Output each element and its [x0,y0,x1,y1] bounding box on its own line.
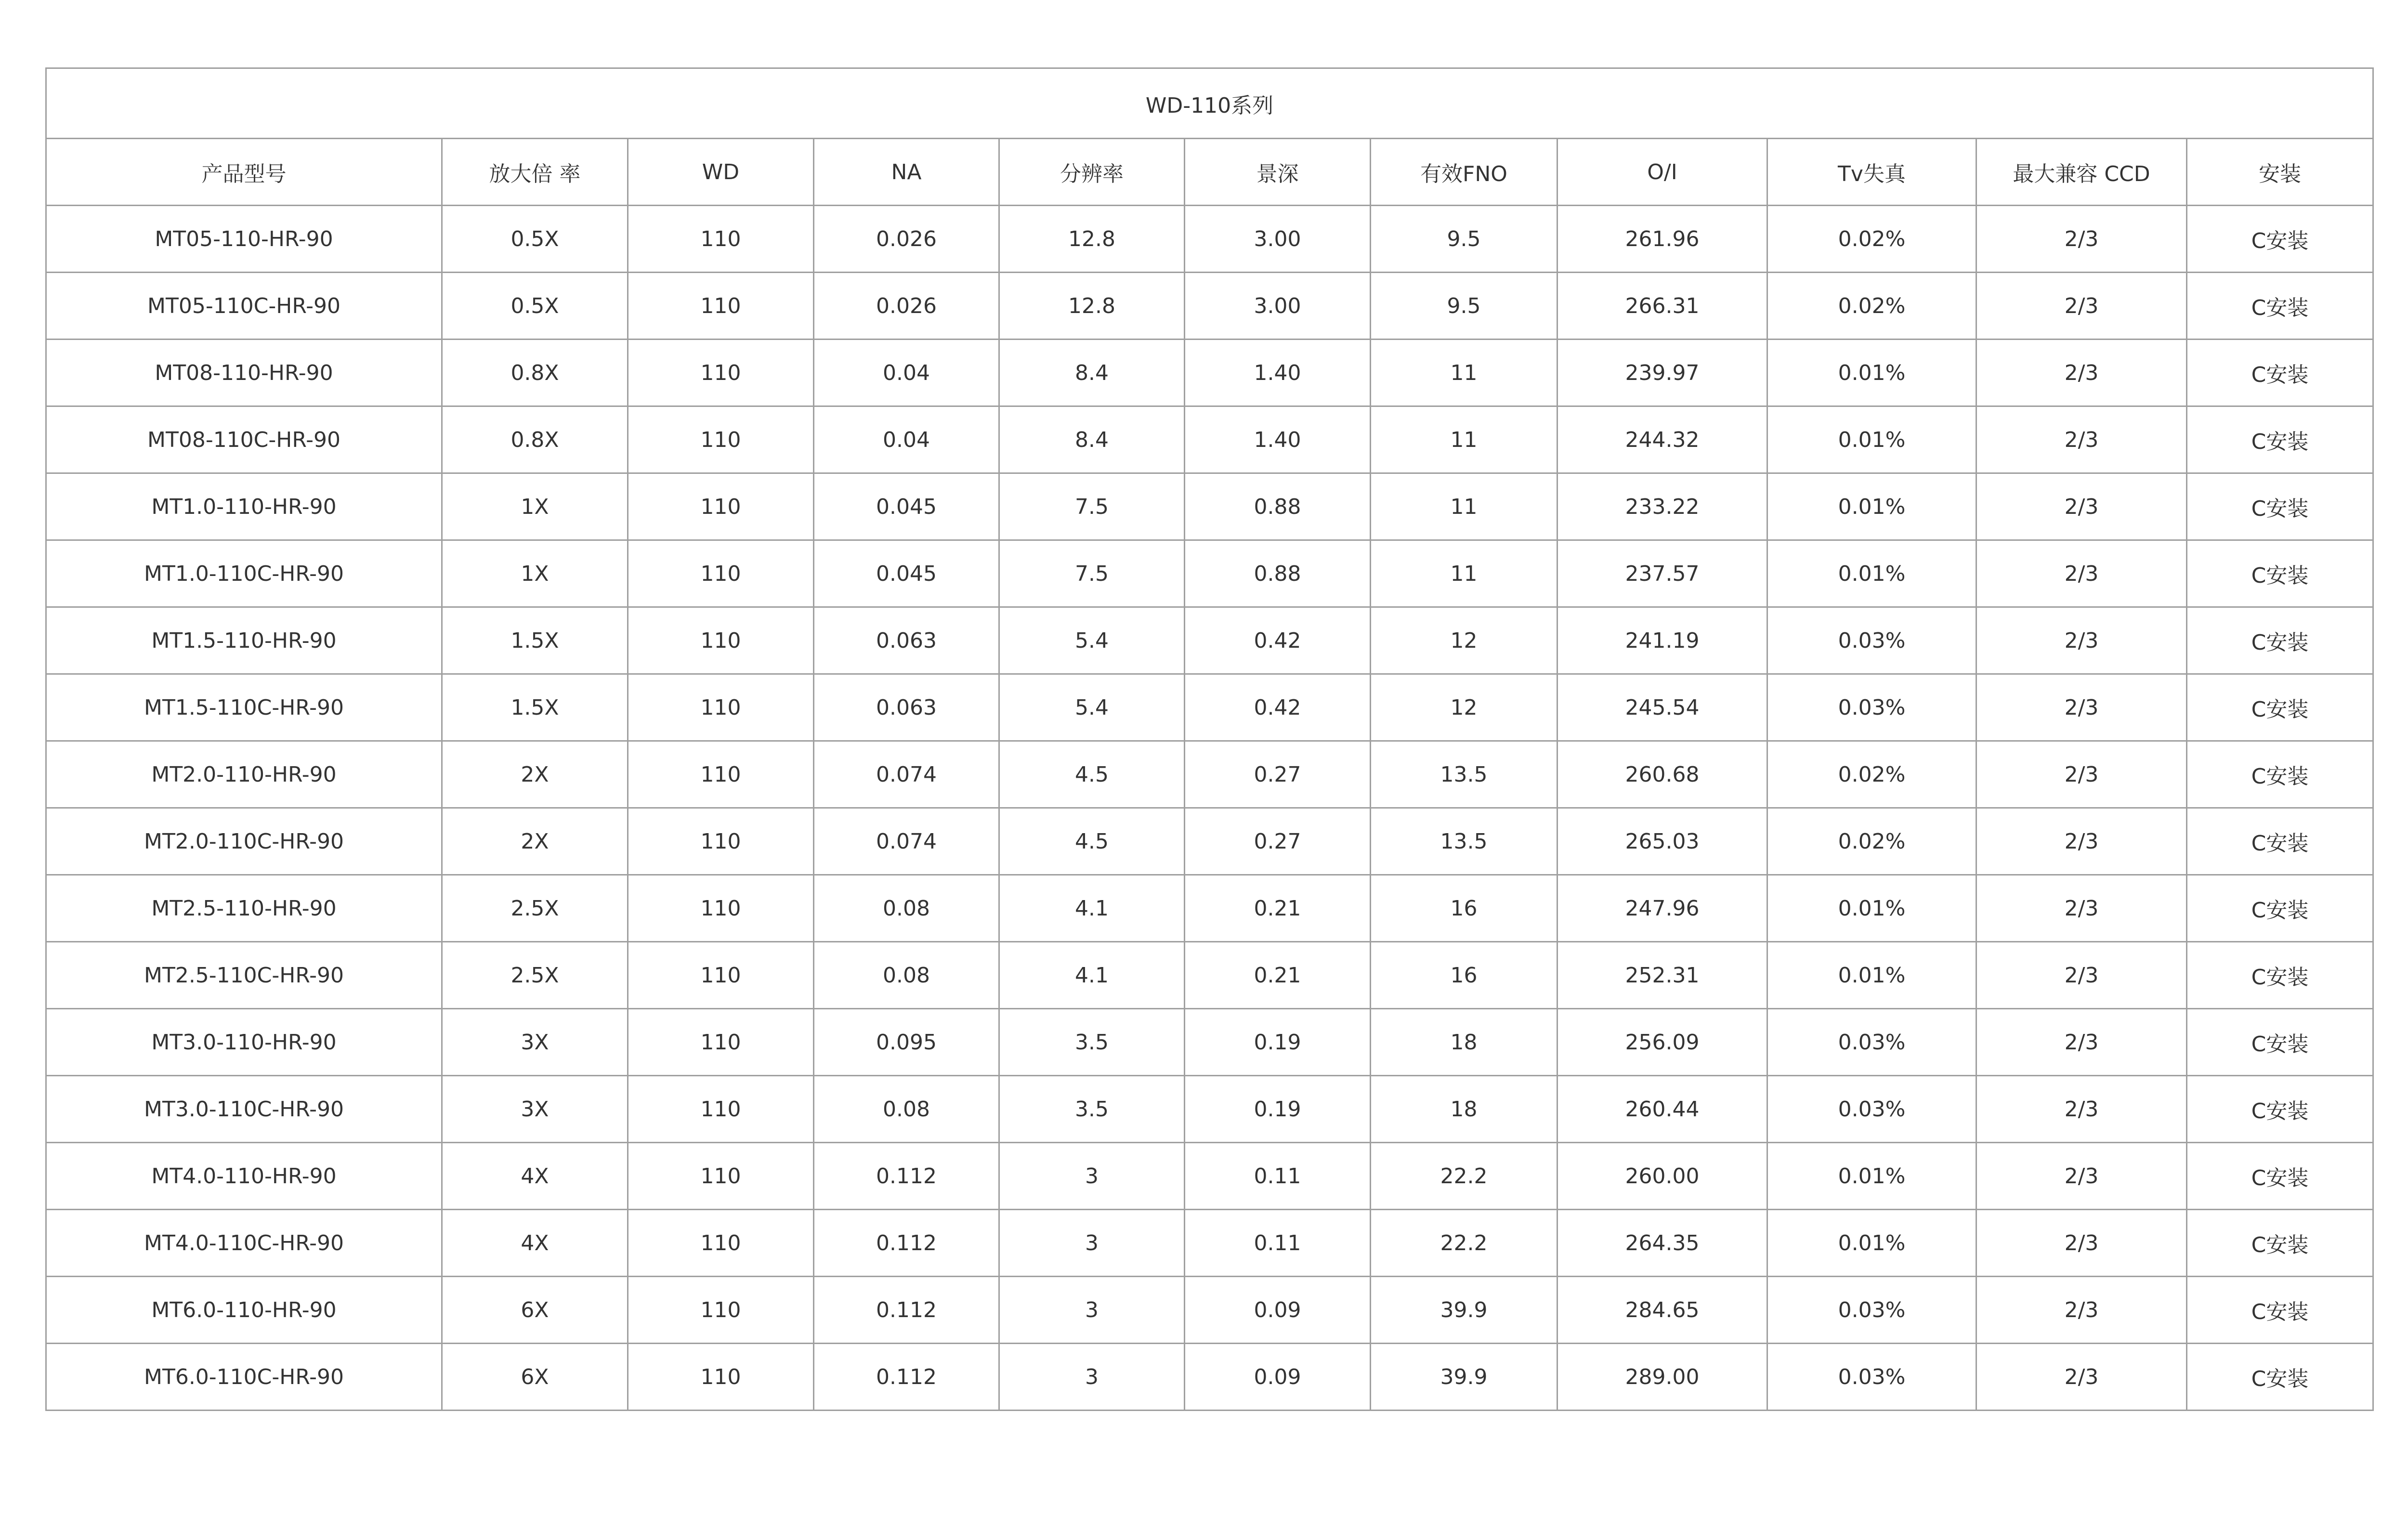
cell-magnification: 6X [442,1277,628,1344]
cell-effective-fno: 13.5 [1371,808,1557,875]
cell-oi: 245.54 [1557,674,1767,741]
cell-tv-distortion: 0.03% [1767,1344,1976,1411]
cell-resolution: 5.4 [999,674,1185,741]
cell-depth-of-field: 0.42 [1185,607,1371,674]
cell-depth-of-field: 3.00 [1185,273,1371,340]
cell-model: MT2.5-110-HR-90 [46,875,442,942]
cell-oi: 237.57 [1557,540,1767,607]
cell-magnification: 3X [442,1009,628,1076]
cell-oi: 284.65 [1557,1277,1767,1344]
cell-mount: C安装 [2187,808,2373,875]
cell-tv-distortion: 0.01% [1767,340,1976,406]
cell-magnification: 0.8X [442,406,628,473]
cell-max-ccd: 2/3 [1976,540,2187,607]
cell-max-ccd: 2/3 [1976,942,2187,1009]
cell-magnification: 2X [442,808,628,875]
cell-na: 0.026 [814,273,999,340]
cell-effective-fno: 11 [1371,473,1557,540]
cell-model: MT3.0-110-HR-90 [46,1009,442,1076]
cell-model: MT4.0-110C-HR-90 [46,1210,442,1277]
cell-model: MT2.5-110C-HR-90 [46,942,442,1009]
cell-resolution: 5.4 [999,607,1185,674]
cell-effective-fno: 22.2 [1371,1210,1557,1277]
cell-na: 0.112 [814,1277,999,1344]
cell-resolution: 3 [999,1210,1185,1277]
cell-oi: 256.09 [1557,1009,1767,1076]
cell-max-ccd: 2/3 [1976,1277,2187,1344]
cell-magnification: 2.5X [442,942,628,1009]
table-row [46,607,2373,674]
cell-resolution: 4.5 [999,741,1185,808]
cell-model: MT6.0-110-HR-90 [46,1277,442,1344]
cell-effective-fno: 12 [1371,607,1557,674]
cell-magnification: 0.8X [442,340,628,406]
cell-wd: 110 [628,406,814,473]
table-row [46,273,2373,340]
table-header-row [46,139,2373,206]
cell-na: 0.045 [814,540,999,607]
cell-mount: C安装 [2187,1344,2373,1411]
cell-wd: 110 [628,942,814,1009]
cell-resolution: 4.1 [999,875,1185,942]
table-title: WD-110系列 [46,68,2373,139]
cell-na: 0.08 [814,875,999,942]
cell-effective-fno: 11 [1371,540,1557,607]
cell-oi: 239.97 [1557,340,1767,406]
cell-model: MT1.5-110C-HR-90 [46,674,442,741]
cell-model: MT1.5-110-HR-90 [46,607,442,674]
cell-mount: C安装 [2187,1009,2373,1076]
cell-max-ccd: 2/3 [1976,473,2187,540]
cell-wd: 110 [628,741,814,808]
cell-wd: 110 [628,1009,814,1076]
table-row [46,674,2373,741]
table-row [46,340,2373,406]
cell-mount: C安装 [2187,1277,2373,1344]
cell-tv-distortion: 0.03% [1767,1009,1976,1076]
cell-model: MT08-110C-HR-90 [46,406,442,473]
cell-mount: C安装 [2187,607,2373,674]
cell-mount: C安装 [2187,1076,2373,1143]
cell-depth-of-field: 0.21 [1185,875,1371,942]
cell-wd: 110 [628,1210,814,1277]
cell-effective-fno: 11 [1371,340,1557,406]
cell-max-ccd: 2/3 [1976,607,2187,674]
cell-effective-fno: 12 [1371,674,1557,741]
cell-oi: 289.00 [1557,1344,1767,1411]
cell-effective-fno: 18 [1371,1076,1557,1143]
cell-resolution: 7.5 [999,473,1185,540]
cell-tv-distortion: 0.01% [1767,540,1976,607]
header-effective-fno: 有效FNO [1371,139,1557,206]
header-magnification: 放大倍 率 [442,139,628,206]
cell-max-ccd: 2/3 [1976,875,2187,942]
cell-oi: 260.44 [1557,1076,1767,1143]
cell-depth-of-field: 0.19 [1185,1009,1371,1076]
cell-oi: 241.19 [1557,607,1767,674]
cell-na: 0.08 [814,1076,999,1143]
cell-depth-of-field: 0.42 [1185,674,1371,741]
cell-resolution: 8.4 [999,406,1185,473]
table-row [46,808,2373,875]
cell-na: 0.112 [814,1344,999,1411]
cell-resolution: 4.5 [999,808,1185,875]
cell-magnification: 2X [442,741,628,808]
cell-na: 0.026 [814,206,999,273]
cell-tv-distortion: 0.01% [1767,1210,1976,1277]
cell-resolution: 7.5 [999,540,1185,607]
cell-tv-distortion: 0.03% [1767,1277,1976,1344]
cell-oi: 266.31 [1557,273,1767,340]
cell-na: 0.074 [814,741,999,808]
cell-wd: 110 [628,1277,814,1344]
cell-effective-fno: 16 [1371,942,1557,1009]
cell-depth-of-field: 0.27 [1185,741,1371,808]
cell-wd: 110 [628,1344,814,1411]
cell-resolution: 12.8 [999,206,1185,273]
cell-tv-distortion: 0.01% [1767,942,1976,1009]
cell-max-ccd: 2/3 [1976,1344,2187,1411]
table-row [46,206,2373,273]
cell-na: 0.095 [814,1009,999,1076]
table-row [46,473,2373,540]
cell-resolution: 3 [999,1344,1185,1411]
cell-magnification: 6X [442,1344,628,1411]
cell-max-ccd: 2/3 [1976,273,2187,340]
cell-tv-distortion: 0.03% [1767,1076,1976,1143]
cell-wd: 110 [628,340,814,406]
cell-depth-of-field: 0.11 [1185,1143,1371,1210]
cell-effective-fno: 9.5 [1371,206,1557,273]
header-max-ccd: 最大兼容 CCD [1976,139,2187,206]
table-row [46,540,2373,607]
cell-resolution: 12.8 [999,273,1185,340]
cell-tv-distortion: 0.01% [1767,1143,1976,1210]
cell-depth-of-field: 0.09 [1185,1277,1371,1344]
cell-tv-distortion: 0.02% [1767,808,1976,875]
cell-na: 0.063 [814,674,999,741]
cell-magnification: 1X [442,540,628,607]
cell-model: MT1.0-110C-HR-90 [46,540,442,607]
table-title-row [46,68,2373,139]
cell-model: MT1.0-110-HR-90 [46,473,442,540]
cell-magnification: 1X [442,473,628,540]
cell-model: MT4.0-110-HR-90 [46,1143,442,1210]
cell-mount: C安装 [2187,1210,2373,1277]
cell-wd: 110 [628,273,814,340]
cell-effective-fno: 39.9 [1371,1277,1557,1344]
cell-wd: 110 [628,875,814,942]
cell-model: MT3.0-110C-HR-90 [46,1076,442,1143]
table-row [46,875,2373,942]
cell-mount: C安装 [2187,942,2373,1009]
cell-resolution: 3.5 [999,1076,1185,1143]
cell-max-ccd: 2/3 [1976,1210,2187,1277]
cell-mount: C安装 [2187,406,2373,473]
cell-na: 0.04 [814,340,999,406]
cell-mount: C安装 [2187,340,2373,406]
cell-model: MT2.0-110C-HR-90 [46,808,442,875]
cell-resolution: 8.4 [999,340,1185,406]
cell-wd: 110 [628,540,814,607]
cell-oi: 252.31 [1557,942,1767,1009]
header-na: NA [814,139,999,206]
spec-table [45,67,2374,1411]
cell-mount: C安装 [2187,1143,2373,1210]
cell-tv-distortion: 0.01% [1767,473,1976,540]
cell-effective-fno: 11 [1371,406,1557,473]
header-model: 产品型号 [46,139,442,206]
cell-na: 0.08 [814,942,999,1009]
cell-resolution: 3 [999,1143,1185,1210]
cell-na: 0.112 [814,1210,999,1277]
cell-oi: 261.96 [1557,206,1767,273]
cell-na: 0.04 [814,406,999,473]
table-row [46,1076,2373,1143]
cell-mount: C安装 [2187,473,2373,540]
cell-max-ccd: 2/3 [1976,340,2187,406]
cell-magnification: 4X [442,1143,628,1210]
cell-wd: 110 [628,1076,814,1143]
cell-max-ccd: 2/3 [1976,1009,2187,1076]
header-wd: WD [628,139,814,206]
cell-model: MT05-110-HR-90 [46,206,442,273]
cell-mount: C安装 [2187,674,2373,741]
cell-magnification: 0.5X [442,206,628,273]
table-row [46,1143,2373,1210]
cell-magnification: 3X [442,1076,628,1143]
cell-mount: C安装 [2187,206,2373,273]
cell-effective-fno: 13.5 [1371,741,1557,808]
table-row [46,1009,2373,1076]
cell-effective-fno: 16 [1371,875,1557,942]
cell-mount: C安装 [2187,273,2373,340]
cell-depth-of-field: 1.40 [1185,340,1371,406]
cell-magnification: 4X [442,1210,628,1277]
cell-model: MT08-110-HR-90 [46,340,442,406]
cell-model: MT2.0-110-HR-90 [46,741,442,808]
cell-tv-distortion: 0.03% [1767,674,1976,741]
cell-na: 0.112 [814,1143,999,1210]
cell-oi: 260.00 [1557,1143,1767,1210]
cell-resolution: 4.1 [999,942,1185,1009]
table-row [46,741,2373,808]
cell-magnification: 0.5X [442,273,628,340]
cell-wd: 110 [628,1143,814,1210]
cell-depth-of-field: 0.21 [1185,942,1371,1009]
cell-max-ccd: 2/3 [1976,741,2187,808]
cell-oi: 247.96 [1557,875,1767,942]
header-resolution: 分辨率 [999,139,1185,206]
cell-resolution: 3.5 [999,1009,1185,1076]
header-oi: O/I [1557,139,1767,206]
cell-wd: 110 [628,607,814,674]
cell-tv-distortion: 0.03% [1767,607,1976,674]
cell-max-ccd: 2/3 [1976,406,2187,473]
cell-effective-fno: 22.2 [1371,1143,1557,1210]
cell-oi: 233.22 [1557,473,1767,540]
cell-wd: 110 [628,206,814,273]
cell-depth-of-field: 1.40 [1185,406,1371,473]
table-row [46,1344,2373,1411]
table-row [46,1210,2373,1277]
cell-magnification: 2.5X [442,875,628,942]
cell-depth-of-field: 0.11 [1185,1210,1371,1277]
cell-wd: 110 [628,473,814,540]
table-row [46,942,2373,1009]
cell-mount: C安装 [2187,540,2373,607]
cell-depth-of-field: 0.88 [1185,473,1371,540]
cell-depth-of-field: 3.00 [1185,206,1371,273]
cell-resolution: 3 [999,1277,1185,1344]
cell-tv-distortion: 0.01% [1767,875,1976,942]
cell-magnification: 1.5X [442,607,628,674]
cell-oi: 260.68 [1557,741,1767,808]
cell-max-ccd: 2/3 [1976,674,2187,741]
cell-model: MT6.0-110C-HR-90 [46,1344,442,1411]
cell-na: 0.063 [814,607,999,674]
cell-max-ccd: 2/3 [1976,1143,2187,1210]
cell-effective-fno: 39.9 [1371,1344,1557,1411]
cell-effective-fno: 18 [1371,1009,1557,1076]
cell-oi: 264.35 [1557,1210,1767,1277]
table-body [46,206,2373,1411]
cell-max-ccd: 2/3 [1976,1076,2187,1143]
cell-oi: 244.32 [1557,406,1767,473]
table-row [46,406,2373,473]
table-row [46,1277,2373,1344]
cell-depth-of-field: 0.88 [1185,540,1371,607]
cell-magnification: 1.5X [442,674,628,741]
cell-depth-of-field: 0.27 [1185,808,1371,875]
cell-tv-distortion: 0.02% [1767,741,1976,808]
cell-na: 0.074 [814,808,999,875]
cell-wd: 110 [628,808,814,875]
cell-wd: 110 [628,674,814,741]
cell-depth-of-field: 0.19 [1185,1076,1371,1143]
cell-effective-fno: 9.5 [1371,273,1557,340]
cell-model: MT05-110C-HR-90 [46,273,442,340]
cell-tv-distortion: 0.02% [1767,206,1976,273]
cell-na: 0.045 [814,473,999,540]
cell-depth-of-field: 0.09 [1185,1344,1371,1411]
header-depth-of-field: 景深 [1185,139,1371,206]
cell-max-ccd: 2/3 [1976,808,2187,875]
cell-mount: C安装 [2187,741,2373,808]
cell-tv-distortion: 0.01% [1767,406,1976,473]
cell-tv-distortion: 0.02% [1767,273,1976,340]
header-mount: 安装 [2187,139,2373,206]
header-tv-distortion: Tv失真 [1767,139,1976,206]
cell-oi: 265.03 [1557,808,1767,875]
cell-max-ccd: 2/3 [1976,206,2187,273]
cell-mount: C安装 [2187,875,2373,942]
